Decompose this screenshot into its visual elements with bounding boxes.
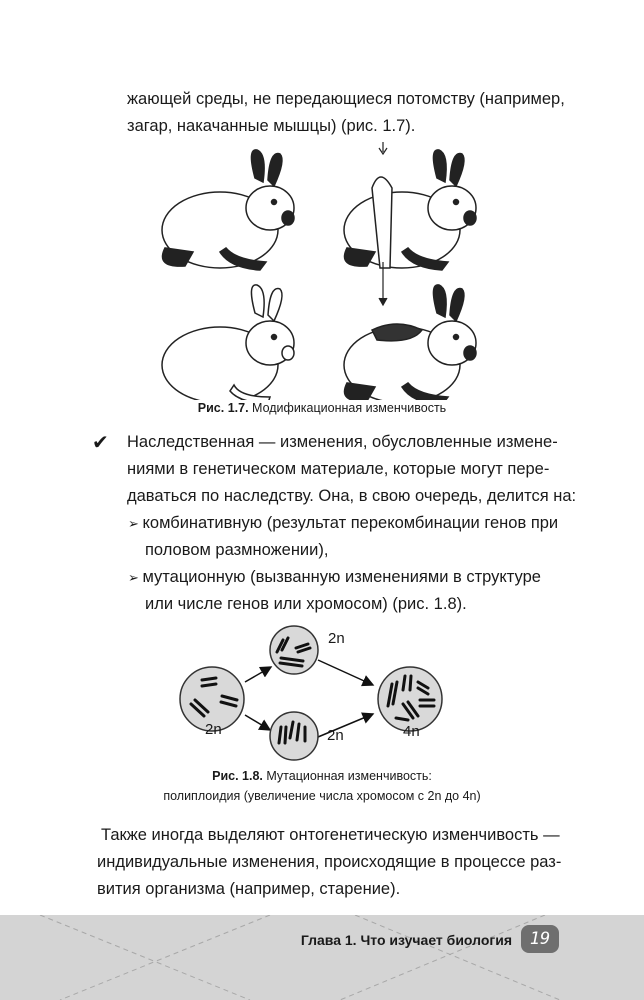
hereditary-paragraph	[127, 429, 577, 510]
rabbit	[162, 285, 294, 400]
rabbit	[344, 285, 476, 400]
rabbit	[162, 150, 294, 270]
text-line: загар, накачанные мышцы) (рис. 1.7).	[127, 117, 416, 135]
page-footer	[0, 915, 644, 1000]
arrow-bullet-icon: ➢	[128, 570, 143, 585]
list-item	[128, 564, 550, 618]
label-2n-top: 2n	[328, 630, 345, 647]
page-number: 19	[521, 925, 559, 953]
text-line: Также иногда выделяют онтогенетическую изменчивость —	[101, 826, 560, 844]
caption-number: Рис. 1.7.	[197, 401, 249, 415]
outro-paragraph	[97, 822, 562, 903]
text-line: или числе генов или хромосом) (рис. 1.8).	[145, 595, 467, 613]
text-line: даваться по наследству. Она, в свою очередь, делится на:	[127, 487, 577, 505]
text-line: индивидуальные изменения, происходящие в процессе раз-	[97, 853, 562, 871]
text-line: жающей среды, не передающиеся потомству (например,	[127, 90, 565, 108]
text-line: вития организма (например, старение).	[97, 880, 401, 898]
chapter-title: Глава 1. Что изучает биология	[300, 932, 512, 948]
list-item	[128, 510, 559, 564]
cell-2n-bottom	[270, 712, 318, 760]
label-2n-left: 2n	[205, 721, 222, 738]
label-4n-right: 4n	[403, 723, 420, 740]
rabbit	[344, 150, 476, 270]
checkmark-icon: ✔	[92, 432, 109, 454]
figure-1-8-caption	[0, 766, 644, 806]
caption-text: Мутационная изменчивость:	[262, 769, 432, 783]
figure-rabbits	[0, 140, 644, 400]
arrow-bullet-icon: ➢	[128, 516, 143, 531]
intro-paragraph	[127, 86, 565, 140]
caption-number: Рис. 1.8.	[212, 769, 263, 783]
caption-text: полиплоидия (увеличение числа хромосом с 2n до 4n)	[163, 789, 481, 803]
figure-polyploidy	[0, 612, 644, 762]
caption-text: Модификационная изменчивость	[248, 401, 447, 415]
text-line: ниями в генетическом материале, которые могут пере-	[127, 460, 550, 478]
text-line: мутационную (вызванную изменениями в структуре	[142, 568, 541, 586]
text-line: Наследственная — изменения, обусловленные измене-	[127, 433, 558, 451]
text-line: комбинативную (результат перекомбинации генов при	[142, 514, 559, 532]
figure-1-7-caption	[0, 398, 644, 418]
label-2n-bottom: 2n	[327, 727, 344, 744]
text-line: половом размножении),	[145, 541, 329, 559]
